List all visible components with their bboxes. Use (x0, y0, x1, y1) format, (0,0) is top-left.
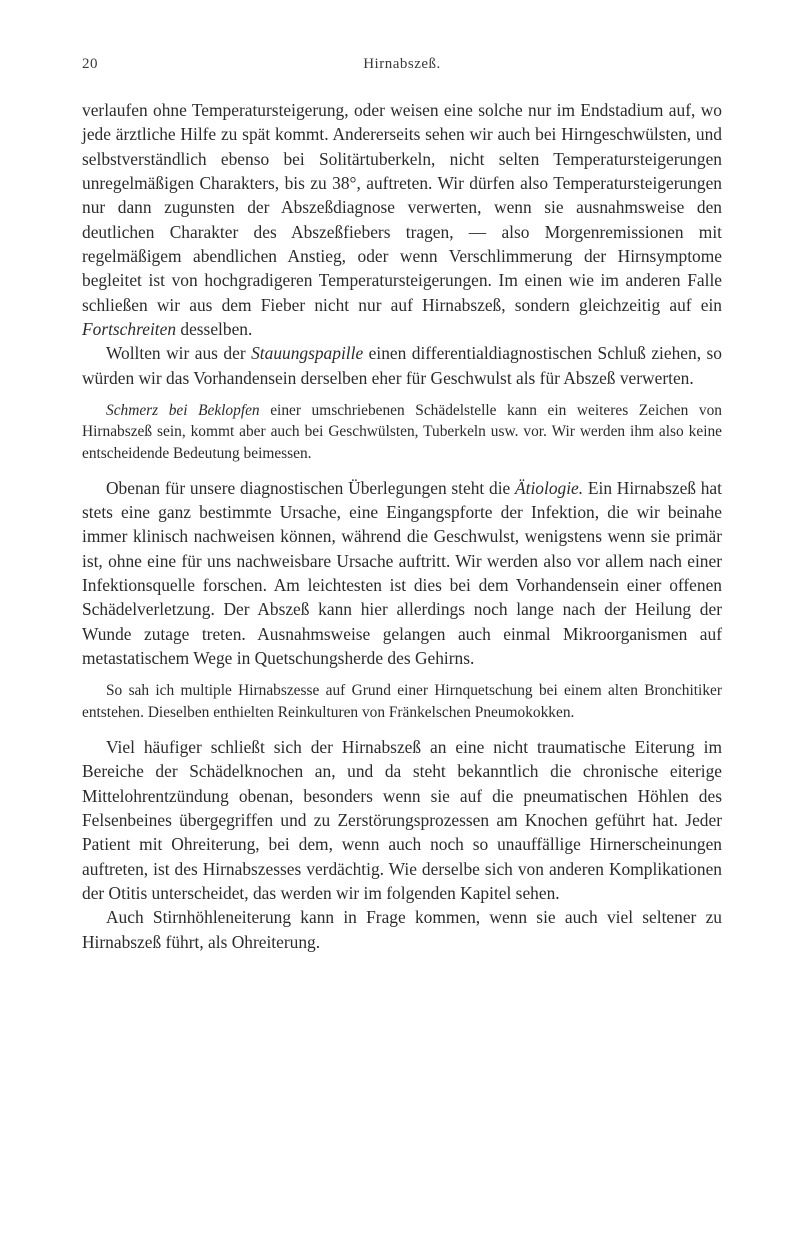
paragraph-aetiologie-head: Obenan für unsere diagnostischen Überlegungen steht die (106, 477, 516, 498)
page-number: 20 (82, 56, 98, 72)
paragraph-fever-emphasis: Fortschreiten (82, 319, 177, 340)
paragraph-aetiologie (82, 476, 722, 671)
page-header (82, 46, 722, 76)
paragraph-fever (82, 98, 722, 341)
paragraph-stauungspapille (82, 341, 722, 390)
paragraph-fever-tail: desselben. (176, 319, 253, 340)
paragraph-stauungspapille-emphasis: Stauungspapille (251, 343, 364, 364)
paragraph-schmerz-emphasis: Schmerz bei Beklopfen (106, 402, 260, 420)
paragraph-stauungspapille-head: Wollten wir aus der (106, 343, 252, 364)
paragraph-fever-text: verlaufen ohne Temperatursteigerung, oder weisen eine solche nur im Endstadium auf, wo jede ärztliche Hilfe zu spät kommt. Andererseits sehen wir auch bei Hirngeschwülsten, und selbstverständlich ebenso bei Solitärtuberkeln, nicht selten Temperatursteigerungen unregelmäßigen Charakters, bis zu 38°, auftreten. Wir dürfen also Temperatursteigerungen nur dann zugunsten der Abszeßdiagnose verwerten, wenn sie ausnahmsweise den deutlichen Charakter des Abszeßfiebers tragen, — also Morgenremissionen mit regelmäßigem abendlichen Anstieg, oder wenn Verschlimmerung der Hirnsymptome begleitet ist von hochgradigeren Temperatursteigerungen. Im einen wie im anderen Falle schließen wir aus dem Fieber nicht nur auf Hirnabszeß, sondern gleichzeitig auf ein (82, 100, 722, 315)
paragraph-schmerz-tail: einer umschriebenen Schädelstelle kann ein weiteres Zeichen von Hirnabszeß sein, kommt aber auch bei Geschwülsten, Tuberkeln usw. vor. Wir werden ihm also keine entscheidende Bedeutung beimessen. (82, 402, 722, 462)
paragraph-aetiologie-tail: Ein Hirnabszeß hat stets eine ganz bestimmte Ursache, eine Eingangspforte der Infektion, die wir beinahe immer klinisch nachweisen können, während die Geschwulst, wenigstens wenn sie primär ist, ohne eine für uns nachweisbare Ursache auftritt. Wir werden also vor allem nach einer Infektionsquelle forschen. Am leichtesten ist dies bei dem Vorhandensein einer offenen Schädelverletzung. Der Abszeß kann hier allerdings noch lange nach der Heilung der Wunde zutage treten. Ausnahmsweise gelangen auch einmal Mikroorganismen auf metastatischem Wege in Quetschungsherde des Gehirns. (82, 477, 722, 669)
paragraph-stirnhoehle: Auch Stirnhöhleneiterung kann in Frage kommen, wenn sie auch viel seltener zu Hirnabszeß führt, als Ohreiterung. (82, 907, 722, 952)
document-page (82, 46, 722, 954)
page-body (82, 98, 722, 954)
paragraph-schmerz (82, 400, 722, 464)
paragraph-aetiologie-emphasis: Ätiologie. (515, 477, 584, 498)
paragraph-stauungspapille-tail: einen differentialdiagnostischen Schluß ziehen, so würden wir das Vorhandensein derselben eher für Geschwulst als für Abszeß verwerten. (82, 343, 722, 388)
paragraph-case-note: So sah ich multiple Hirnabszesse auf Grund einer Hirnquetschung bei einem alten Bronchitiker entstehen. Dieselben enthielten Reinkulturen von Fränkelschen Pneumokokken. (82, 682, 722, 721)
paragraph-ohreiterung: Viel häufiger schließt sich der Hirnabszeß an eine nicht traumatische Eiterung im Bereiche der Schädelknochen an, und da steht bekanntlich die chronische eiterige Mittelohrentzündung obenan, besonders wenn sie auf die pneumatischen Höhlen des Felsenbeines übergegriffen und zu Zerstörungsprozessen am Knochen geführt hat. Jeder Patient mit Ohreiterung, bei dem, wenn auch noch so unauffällige Hirnerscheinungen auftreten, ist des Hirnabszesses verdächtig. Wie derselbe sich von anderen Komplikationen der Otitis unterscheidet, das werden wir im folgenden Kapitel sehen. (82, 736, 722, 903)
running-title: Hirnabszeß. (363, 56, 441, 72)
